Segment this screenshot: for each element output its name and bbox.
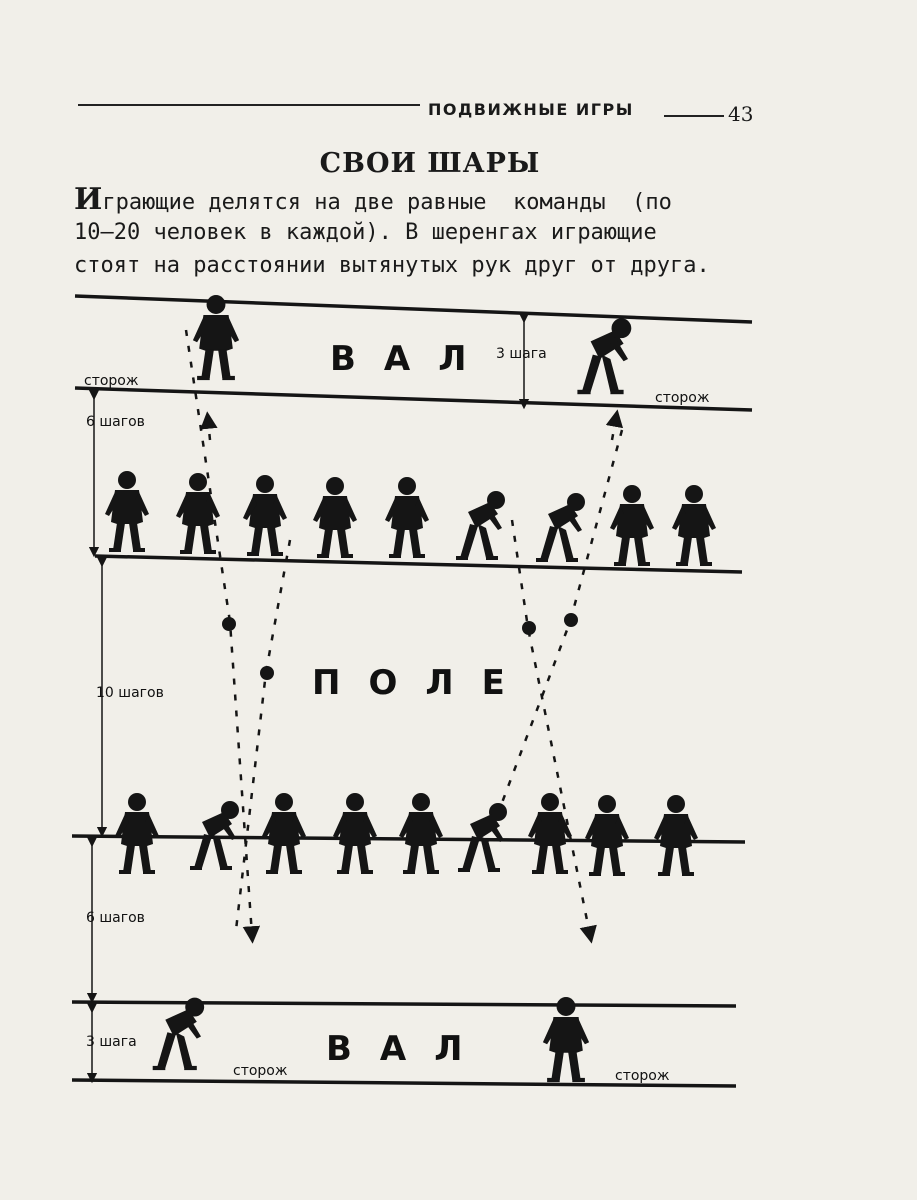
player-figure [115, 793, 159, 874]
running-head: ПОДВИЖНЫЕ ИГРЫ [428, 100, 634, 119]
paragraph-line-2: 10—20 человек в каждой). В шеренгах играющие [74, 220, 657, 245]
top-team [105, 471, 716, 566]
ball [260, 666, 274, 680]
ball-path-right-up [485, 430, 622, 848]
bottom-team [115, 793, 698, 876]
distance-label-10: 10 шагов [96, 685, 164, 701]
player-figure [654, 795, 698, 876]
guard-label: сторож [84, 373, 139, 389]
ball-path-right-down [512, 520, 590, 935]
top-back-line [75, 296, 752, 322]
player-figure [262, 793, 306, 874]
guard-figure [577, 318, 631, 394]
player-figure [528, 793, 572, 874]
distance-label-3-top: 3 шага [496, 346, 547, 362]
player-figure [243, 475, 287, 556]
player-figure [399, 793, 443, 874]
player-figure [610, 485, 654, 566]
ball [522, 621, 536, 635]
player-figure [456, 491, 505, 560]
top-wall-line [75, 388, 752, 410]
guard-label: сторож [233, 1063, 288, 1079]
bottom-wall-line [72, 1002, 736, 1006]
ball [564, 613, 578, 627]
player-figure [176, 473, 220, 554]
page-title: СВОИ ШАРЫ [319, 148, 541, 179]
player-figure [585, 795, 629, 876]
player-figure [313, 477, 357, 558]
ball [222, 617, 236, 631]
dropcap-letter: И [74, 182, 103, 217]
player-figure [385, 477, 429, 558]
distance-label-6-top: 6 шагов [86, 414, 145, 430]
zone-label-bottom: ВАЛ [326, 1029, 491, 1069]
player-figure [536, 493, 585, 562]
page-number: 43 [728, 102, 754, 126]
player-figure [105, 471, 149, 552]
ball-path-right-arrow [612, 418, 616, 440]
guard-label: сторож [615, 1068, 670, 1084]
zone-label-top: ВАЛ [330, 339, 495, 379]
ball-path-left-up [208, 420, 210, 440]
player-figure [333, 793, 377, 874]
zone-label-middle: ПОЛЕ [312, 663, 533, 703]
player-figure [458, 803, 507, 872]
paragraph-line-3: стоят на расстоянии вытянутых рук друг от друга. [74, 253, 710, 278]
player-figure [672, 485, 716, 566]
ball-path-left-cross [236, 540, 290, 930]
paragraph-line-1-text: грающие делятся на две равные команды (по [102, 190, 672, 215]
guard-figure [543, 997, 589, 1082]
guard-figure [193, 295, 239, 380]
guard-figure [153, 998, 204, 1070]
guard-label: сторож [655, 390, 710, 406]
distance-label-6-bottom: 6 шагов [86, 910, 145, 926]
distance-label-3-bottom: 3 шага [86, 1034, 137, 1050]
